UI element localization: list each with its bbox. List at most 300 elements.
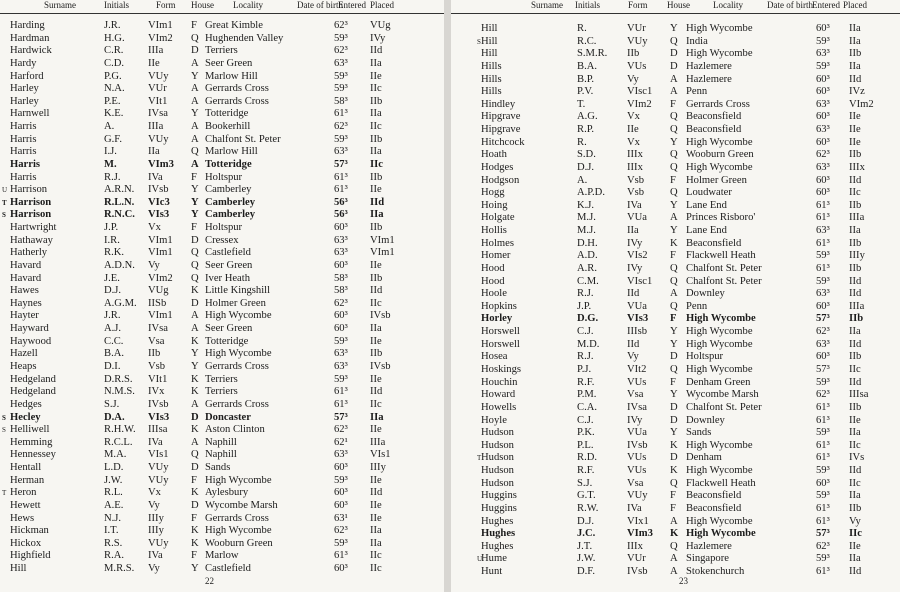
table-row	[451, 238, 900, 251]
table-row	[0, 197, 444, 210]
placed-cell: IIa	[370, 108, 382, 120]
surname-cell: Hardwick	[10, 45, 52, 57]
locality-cell: High Wycombe	[686, 439, 753, 451]
placed-cell: IIb	[370, 133, 383, 145]
house-cell: D	[191, 234, 199, 246]
form-cell: IVy	[627, 237, 643, 249]
house-cell: Y	[670, 225, 678, 237]
placed-header: Placed	[370, 0, 394, 10]
house-cell: Q	[670, 262, 678, 274]
table-row	[451, 124, 900, 137]
locality-cell: Beaconsfield	[686, 237, 742, 249]
table-row	[0, 449, 444, 462]
placed-cell: IId	[849, 288, 862, 300]
table-row	[0, 222, 444, 235]
surname-cell: Hennessey	[10, 449, 56, 461]
initials-cell: P.E.	[104, 95, 121, 107]
surname-cell: Horley	[481, 313, 513, 325]
placed-header: Placed	[843, 0, 867, 10]
house-cell: Y	[670, 338, 678, 350]
table-row	[0, 96, 444, 109]
entered-cell: 61³	[816, 401, 830, 413]
entered-cell: 62³	[334, 424, 348, 436]
entered-cell: 60³	[816, 300, 830, 312]
status-prefix: T	[2, 489, 7, 498]
surname-cell: Hood	[481, 262, 505, 274]
entered-cell: 61³	[816, 212, 830, 224]
table-row	[451, 187, 900, 200]
surname-cell: Hill	[481, 23, 498, 34]
form-cell: IId	[627, 338, 640, 350]
surname-cell: Harris	[10, 146, 37, 158]
placed-cell: IIc	[370, 121, 382, 133]
form-cell: VUy	[148, 474, 169, 486]
form-cell: VUr	[148, 83, 167, 95]
entered-cell: 57³	[816, 313, 830, 325]
form-cell: Vsb	[627, 187, 645, 199]
surname-cell: Hoath	[481, 149, 507, 161]
locality-cell: Sands	[205, 462, 231, 474]
locality-cell: Gerrards Cross	[205, 361, 269, 372]
form-cell: IVsa	[148, 108, 169, 120]
initials-cell: R.	[577, 136, 587, 148]
house-cell: A	[191, 398, 199, 410]
form-cell: VIm1	[148, 20, 173, 31]
house-cell: Q	[670, 364, 678, 375]
house-cell: Y	[670, 326, 678, 338]
table-row	[451, 48, 900, 61]
entered-cell: 62³	[334, 297, 348, 309]
initials-cell: P.M.	[577, 389, 597, 401]
placed-cell: IIe	[370, 259, 382, 271]
surname-header: Surname	[531, 0, 563, 10]
table-row	[451, 175, 900, 188]
table-row	[0, 260, 444, 273]
form-cell: VIt1	[148, 373, 168, 385]
form-cell: VUy	[627, 35, 648, 47]
initials-cell: R.K.	[104, 247, 125, 259]
placed-cell: IIb	[370, 348, 383, 360]
house-cell: Q	[670, 477, 678, 489]
table-row	[0, 399, 444, 412]
surname-cell: Hindley	[481, 98, 516, 110]
entered-cell: 60³	[816, 174, 830, 186]
placed-cell: IIb	[849, 262, 862, 274]
surname-cell: Houchin	[481, 376, 518, 388]
placed-cell: IId	[370, 45, 383, 57]
house-cell: Q	[670, 540, 678, 552]
table-row	[451, 389, 900, 402]
house-cell: K	[191, 386, 199, 398]
initials-cell: S.J.	[577, 477, 593, 489]
initials-cell: J.P.	[104, 222, 119, 234]
house-cell: A	[191, 133, 199, 145]
table-row	[0, 336, 444, 349]
placed-cell: IIa	[370, 209, 384, 221]
table-row	[451, 99, 900, 112]
form-cell: VIm1	[148, 247, 173, 259]
locality-cell: Seer Green	[205, 323, 253, 335]
surname-cell: Hills	[481, 73, 502, 85]
table-row	[0, 235, 444, 248]
locality-cell: Beaconsfield	[686, 502, 742, 514]
form-cell: VUa	[627, 427, 648, 439]
placed-cell: IIa	[849, 427, 861, 439]
house-cell: Y	[191, 209, 199, 221]
initials-cell: K.J.	[577, 199, 595, 211]
surname-cell: Havard	[10, 259, 42, 271]
surname-cell: Hedges	[10, 398, 42, 410]
house-cell: Y	[191, 70, 199, 82]
form-cell: VUy	[148, 462, 169, 474]
locality-cell: Wycombe Marsh	[686, 389, 759, 401]
locality-cell: Chalfont St. Peter	[205, 133, 281, 145]
entered-header: Entered	[338, 0, 366, 10]
initials-cell: A.	[104, 121, 115, 133]
form-cell: IVa	[148, 550, 163, 562]
entered-cell: 63¹	[334, 512, 348, 524]
entered-cell: 59³	[816, 275, 830, 287]
entered-cell: 61³	[816, 515, 830, 527]
table-row	[0, 247, 444, 260]
form-cell: IVa	[148, 436, 163, 448]
status-prefix: S	[477, 37, 481, 46]
locality-cell: High Wycombe	[686, 23, 753, 34]
surname-cell: Hathaway	[10, 234, 53, 246]
surname-cell: Hudson	[481, 452, 514, 464]
entered-cell: 59³	[334, 373, 348, 385]
form-cell: VIs1	[148, 449, 169, 461]
house-cell: F	[670, 98, 676, 110]
form-cell: VIm2	[148, 272, 173, 284]
house-cell: K	[191, 335, 199, 347]
table-row	[451, 36, 900, 49]
surname-cell: Hardy	[10, 57, 37, 69]
surname-cell: Harrison	[10, 184, 48, 196]
placed-cell: IVsb	[370, 310, 391, 322]
surname-cell: Hoyle	[481, 414, 507, 426]
entered-cell: 60³	[816, 23, 830, 34]
entered-cell: 60³	[334, 259, 348, 271]
form-cell: VIm2	[627, 98, 652, 110]
entered-cell: 63³	[334, 348, 348, 360]
table-row	[451, 301, 900, 314]
initials-cell: N.A.	[104, 83, 125, 95]
locality-cell: India	[686, 35, 708, 47]
locality-cell: Hughenden Valley	[205, 32, 284, 44]
surname-cell: Haywood	[10, 335, 52, 347]
placed-cell: IIe	[370, 335, 382, 347]
placed-cell: IIb	[849, 237, 862, 249]
table-row	[0, 412, 444, 425]
locality-cell: Penn	[686, 300, 708, 312]
placed-cell: IIb	[370, 95, 383, 107]
house-header: House	[191, 0, 214, 10]
house-cell: A	[191, 158, 199, 170]
locality-cell: Loudwater	[686, 187, 732, 199]
house-cell: F	[191, 171, 197, 183]
surname-cell: Hogg	[481, 187, 505, 199]
table-row	[451, 149, 900, 162]
locality-cell: Gerrards Cross	[686, 98, 750, 110]
placed-cell: IIIy	[370, 462, 386, 474]
placed-cell: IIb	[849, 313, 864, 325]
surname-cell: Harris	[10, 121, 37, 133]
locality-cell: High Wycombe	[686, 136, 753, 148]
form-header: Form	[628, 0, 648, 10]
entered-cell: 63³	[816, 225, 830, 237]
table-row	[451, 263, 900, 276]
locality-cell: Princes Risboro'	[686, 212, 756, 224]
form-cell: IIe	[148, 57, 160, 69]
table-row	[0, 159, 444, 172]
entered-cell: 62³	[816, 540, 830, 552]
entered-cell: 59³	[816, 465, 830, 477]
house-cell: A	[670, 73, 678, 85]
status-prefix: U	[2, 186, 8, 195]
form-cell: VIs3	[627, 313, 649, 325]
house-cell: F	[191, 512, 197, 524]
initials-cell: J.T.	[577, 540, 593, 552]
house-cell: A	[670, 553, 678, 565]
house-cell: D	[670, 401, 678, 413]
form-cell: VIt2	[627, 364, 647, 375]
locality-cell: Denham Green	[686, 376, 751, 388]
placed-cell: IIIsa	[849, 389, 869, 401]
placed-cell: IIc	[370, 158, 383, 170]
placed-cell: IIa	[849, 326, 861, 338]
entered-cell: 63³	[334, 57, 348, 69]
table-row	[451, 326, 900, 339]
initials-cell: J.W.	[104, 474, 123, 486]
form-cell: VIm1	[148, 234, 173, 246]
surname-cell: Hews	[10, 512, 35, 524]
surname-cell: Hipgrave	[481, 111, 521, 123]
locality-cell: Hazlemere	[686, 73, 732, 85]
surname-cell: Harnwell	[10, 108, 50, 120]
locality-cell: Chalfont St. Peter	[686, 262, 762, 274]
locality-cell: Holtspur	[686, 351, 724, 363]
locality-cell: Totteridge	[205, 158, 252, 170]
table-row	[0, 45, 444, 58]
initials-cell: B.A.	[577, 60, 598, 72]
placed-cell: IVy	[370, 32, 386, 44]
table-row	[451, 440, 900, 453]
table-row	[451, 402, 900, 415]
form-cell: IVsb	[627, 439, 648, 451]
entered-cell: 57³	[334, 158, 348, 170]
initials-cell: I.T.	[104, 525, 119, 537]
placed-cell: IIb	[370, 171, 383, 183]
house-cell: Q	[191, 449, 199, 461]
form-cell: IIIy	[148, 525, 164, 537]
house-cell: Q	[191, 146, 199, 158]
placed-cell: IIa	[849, 225, 861, 237]
initials-cell: T.	[577, 98, 586, 110]
initials-cell: C.A.	[577, 401, 598, 413]
house-cell: Y	[191, 184, 199, 196]
entered-cell: 60³	[816, 477, 830, 489]
date-of-birth-header: Date of birth	[297, 0, 343, 10]
placed-cell: IId	[849, 174, 862, 186]
form-cell: Vx	[148, 487, 161, 499]
surname-cell: Hentall	[10, 462, 42, 474]
locality-cell: Flackwell Heath	[686, 250, 756, 262]
house-cell: D	[670, 48, 678, 60]
entered-cell: 62³	[334, 525, 348, 537]
initials-cell: G.T.	[577, 490, 596, 502]
surname-cell: Hitchcock	[481, 136, 525, 148]
initials-cell: J.C.	[577, 528, 596, 540]
initials-cell: M.J.	[577, 212, 596, 224]
table-row	[0, 550, 444, 563]
entered-cell: 63³	[334, 361, 348, 372]
house-cell: K	[191, 525, 199, 537]
locality-cell: Holtspur	[205, 171, 243, 183]
locality-header: Locality	[233, 0, 263, 10]
entered-cell: 59³	[334, 537, 348, 549]
placed-cell: IIa	[370, 537, 382, 549]
placed-cell: IIIx	[849, 161, 865, 173]
entered-cell: 60³	[816, 73, 830, 85]
initials-cell: R.C.L.	[104, 436, 133, 448]
locality-cell: Aylesbury	[205, 487, 249, 499]
surname-cell: Hewett	[10, 499, 41, 511]
form-cell: VIx1	[627, 515, 649, 527]
surname-cell: Hudson	[481, 477, 514, 489]
entered-cell: 61³	[816, 566, 830, 578]
placed-cell: IIb	[849, 401, 862, 413]
placed-cell: IIa	[370, 323, 382, 335]
locality-cell: Gerrards Cross	[205, 83, 269, 95]
form-cell: IIIsa	[148, 424, 168, 436]
surname-cell: Hosea	[481, 351, 508, 363]
initials-cell: P.G.	[104, 70, 122, 82]
page-number: 23	[679, 576, 688, 586]
placed-cell: IIe	[370, 512, 382, 524]
house-cell: K	[670, 439, 678, 451]
surname-cell: Heaps	[10, 361, 37, 372]
initials-cell: C.M.	[577, 275, 599, 287]
house-cell: D	[191, 462, 199, 474]
placed-cell: IVs	[849, 452, 865, 464]
surname-cell: Horswell	[481, 338, 520, 350]
placed-cell: IId	[849, 566, 862, 578]
form-cell: VUy	[148, 133, 169, 145]
form-cell: IVsa	[627, 401, 648, 413]
placed-cell: VUg	[370, 20, 391, 31]
entered-cell: 63³	[816, 288, 830, 300]
locality-cell: Gerrards Cross	[205, 512, 269, 524]
placed-cell: IId	[370, 487, 383, 499]
surname-cell: Heron	[10, 487, 37, 499]
initials-cell: N.J.	[104, 512, 122, 524]
placed-cell: IIc	[370, 550, 382, 562]
initials-cell: S.M.R.	[577, 48, 608, 60]
house-cell: F	[670, 313, 677, 325]
form-cell: VUg	[148, 285, 169, 297]
form-cell: IId	[627, 288, 640, 300]
house-cell: Q	[191, 272, 199, 284]
house-cell: Y	[191, 348, 199, 360]
entered-cell: 59³	[816, 376, 830, 388]
initials-cell: C.C.	[104, 335, 124, 347]
entered-cell: 57³	[816, 528, 830, 540]
table-row	[451, 288, 900, 301]
locality-cell: Sands	[686, 427, 712, 439]
house-cell: D	[670, 452, 678, 464]
initials-cell: R.W.	[577, 502, 599, 514]
placed-cell: IIc	[370, 297, 382, 309]
initials-cell: P.L.	[577, 439, 594, 451]
locality-cell: Holmer Green	[686, 174, 747, 186]
entered-header: Entered	[812, 0, 840, 10]
placed-cell: IIe	[849, 111, 861, 123]
entered-cell: 61³	[816, 199, 830, 211]
form-cell: IIIx	[627, 540, 643, 552]
surname-cell: Hatherly	[10, 247, 48, 259]
house-cell: D	[670, 60, 678, 72]
entered-cell: 60³	[334, 487, 348, 499]
form-cell: IVy	[627, 414, 643, 426]
table-row	[0, 437, 444, 450]
surname-cell: Hartwright	[10, 222, 57, 234]
initials-cell: J.E.	[104, 272, 120, 284]
entered-cell: 59³	[816, 250, 830, 262]
initials-cell: C.J.	[577, 414, 594, 426]
placed-cell: IIc	[849, 477, 861, 489]
initials-cell: I.J.	[104, 146, 117, 158]
locality-cell: Castlefield	[205, 563, 251, 575]
status-prefix: S	[2, 413, 6, 422]
surname-cell: Hood	[481, 275, 505, 287]
locality-cell: Naphill	[205, 436, 237, 448]
initials-cell: H.G.	[104, 32, 125, 44]
entered-cell: 62³	[334, 20, 348, 31]
placed-cell: IIIa	[849, 300, 865, 312]
surname-cell: Hecley	[10, 411, 41, 423]
house-cell: K	[670, 465, 678, 477]
form-cell: IVsa	[148, 323, 169, 335]
entered-cell: 61³	[816, 262, 830, 274]
house-cell: Y	[191, 196, 199, 208]
initials-cell: R.J.	[577, 288, 594, 300]
house-cell: A	[670, 212, 678, 224]
placed-cell: IIb	[849, 199, 862, 211]
locality-cell: Terriers	[205, 386, 238, 398]
placed-cell: IIe	[370, 70, 382, 82]
house-cell: A	[191, 323, 199, 335]
locality-cell: Flackwell Heath	[686, 477, 756, 489]
surname-header: Surname	[44, 0, 76, 10]
initials-cell: D.A.	[104, 411, 125, 423]
house-cell: Q	[191, 32, 199, 44]
locality-cell: Singapore	[686, 553, 729, 565]
table-row	[0, 323, 444, 336]
surname-cell: Hedgeland	[10, 373, 56, 385]
form-cell: VUs	[627, 376, 647, 388]
locality-cell: High Wycombe	[686, 161, 753, 173]
locality-cell: Bookerhill	[205, 121, 251, 133]
initials-cell: C.D.	[104, 57, 125, 69]
form-cell: Vsb	[148, 361, 166, 372]
form-cell: Vsa	[627, 389, 644, 401]
locality-cell: High Wycombe	[686, 364, 753, 375]
entered-cell: 63³	[816, 161, 830, 173]
surname-cell: Hoole	[481, 288, 507, 300]
initials-cell: D.H.	[577, 237, 598, 249]
house-cell: K	[191, 487, 199, 499]
